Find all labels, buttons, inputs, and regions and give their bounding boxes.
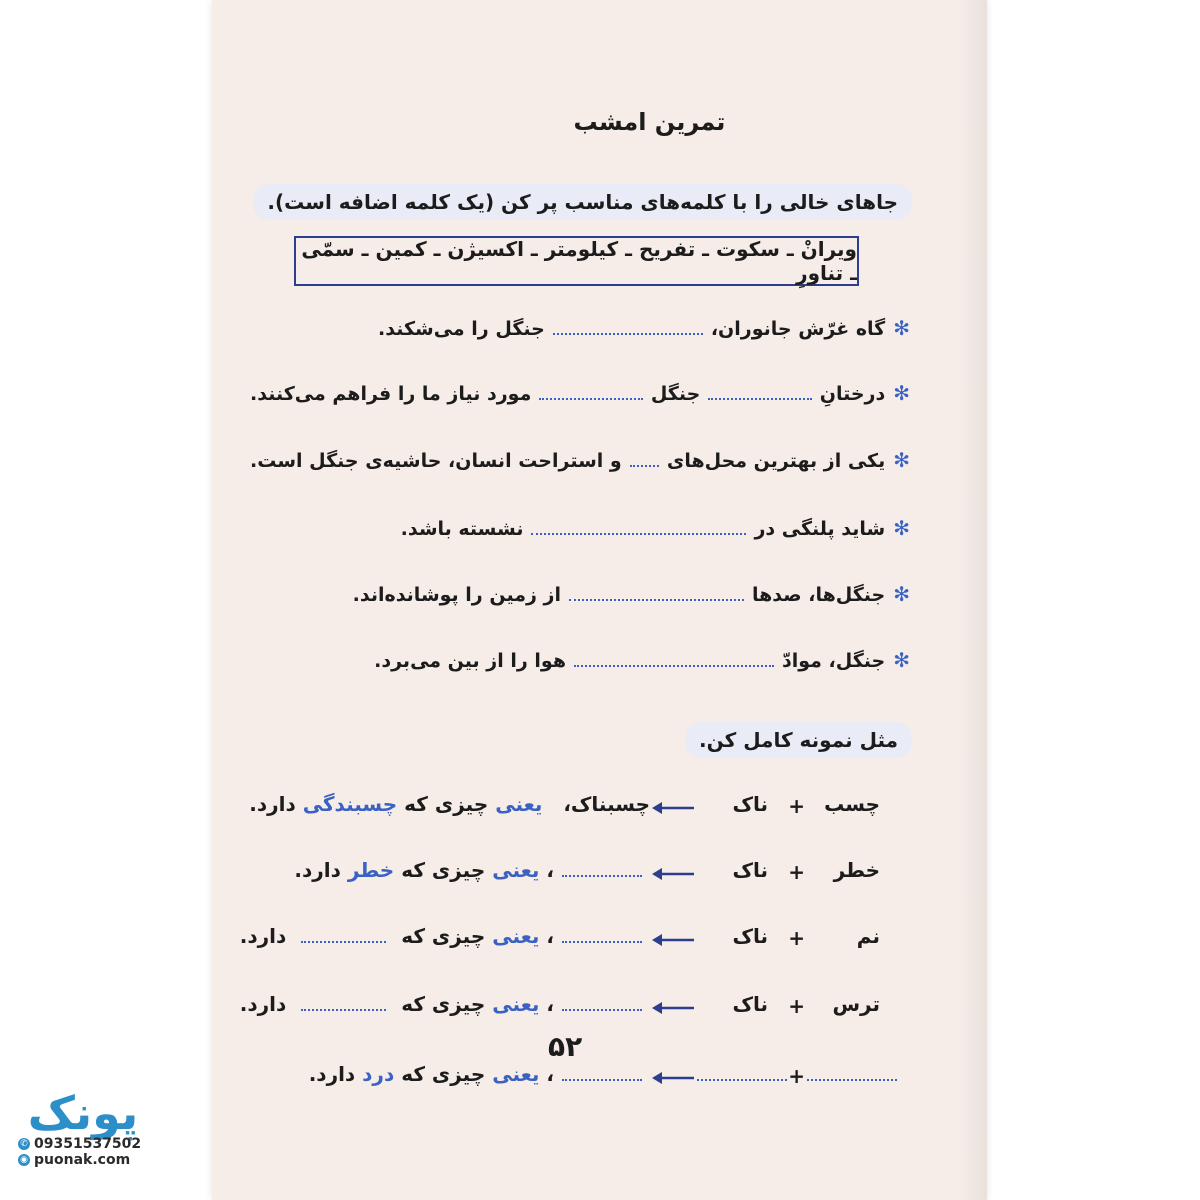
blank-line[interactable] — [697, 1067, 787, 1081]
watermark-logo — [18, 1086, 148, 1168]
blank-line[interactable] — [807, 1067, 897, 1081]
item-text-before: گاه غرّش جانوران، — [710, 318, 886, 340]
meaning-mid: چیزی که — [401, 1062, 486, 1086]
meaning-word: یعنی — [495, 792, 543, 816]
item-text-after: جنگل را می‌شکند. — [378, 318, 545, 340]
globe-icon: ◉ — [18, 1154, 30, 1166]
item-text-before: یکی از بهترین محل‌های — [666, 450, 886, 472]
root-word: نم — [856, 924, 880, 948]
page-title: تمرین امشب — [573, 108, 726, 136]
blank-item-3 — [250, 448, 910, 472]
meaning-mid: چیزی که — [404, 792, 489, 816]
item-text-after: و استراحت انسان، حاشیه‌ی جنگل است. — [250, 450, 622, 472]
root-word: خطر — [833, 858, 880, 882]
watermark-site — [18, 1152, 148, 1168]
instruction-complete-example: مثل نمونه کامل کن. — [685, 722, 912, 758]
blank-line[interactable] — [708, 386, 811, 400]
plus-sign: + — [788, 1064, 805, 1088]
root-word: ترس — [832, 992, 880, 1016]
suffix-word: ناک — [732, 792, 768, 816]
sentence-end: دارد. — [294, 858, 341, 882]
suffix-word: ناک — [732, 992, 768, 1016]
result-blank[interactable] — [562, 929, 642, 943]
meaning-sentence: ، یعنی چیزی که خطر دارد. — [294, 858, 650, 882]
root-word-blank[interactable] — [799, 1062, 905, 1086]
left-arrow-icon — [652, 996, 696, 1020]
site-url: puonak.com — [34, 1152, 131, 1168]
result-blank[interactable] — [562, 997, 642, 1011]
blank-item-6 — [250, 648, 910, 672]
meaning-sentence: ، یعنی چیزی که دارد. — [240, 992, 650, 1016]
left-arrow-icon — [652, 862, 696, 886]
whatsapp-icon: ✆ — [18, 1138, 30, 1150]
item-text-after: از زمین را پوشانده‌اند. — [352, 584, 561, 606]
plus-sign: + — [788, 794, 805, 818]
meaning-mid: چیزی که — [401, 924, 486, 948]
instruction-fill-blanks: جاهای خالی را با کلمه‌های مناسب پر کن (یک کلمه اضافه است). — [253, 184, 912, 220]
meaning-mid: چیزی که — [401, 992, 486, 1016]
meaning-word: یعنی — [492, 924, 540, 948]
page-gutter-shadow — [958, 0, 987, 1200]
page-number: ۵۲ — [548, 1030, 583, 1063]
asterisk-icon: ✻ — [893, 381, 910, 405]
watermark-phone — [18, 1136, 148, 1152]
asterisk-icon: ✻ — [893, 448, 910, 472]
meaning-sentence — [249, 792, 650, 816]
meaning-sentence: ، یعنی چیزی که دارد. — [240, 924, 650, 948]
suffix-word: ناک — [732, 924, 768, 948]
asterisk-icon: ✻ — [893, 516, 910, 540]
meaning-word: یعنی — [492, 992, 540, 1016]
blank-item-5 — [250, 582, 910, 606]
highlight-word: درد — [362, 1062, 395, 1086]
highlight-blank[interactable] — [301, 997, 386, 1011]
word-bank-text: ویرانْ ـ سکوت ـ تفریح ـ کیلومتر ـ اکسیژن ـ کمین ـ سمّی ـ تناورِ — [301, 237, 857, 285]
root-word: چسب — [824, 792, 880, 816]
asterisk-icon: ✻ — [893, 316, 910, 340]
item-text-middle: جنگل — [650, 383, 701, 405]
item-text-before: درختانِ — [819, 383, 886, 405]
phone-number: 09351537502 — [34, 1136, 142, 1152]
highlight-word: خطر — [347, 858, 395, 882]
sentence-end: دارد. — [308, 1062, 356, 1086]
plus-sign: + — [788, 994, 805, 1018]
sentence-end: دارد. — [239, 992, 287, 1016]
meaning-word: یعنی — [492, 1062, 540, 1086]
left-arrow-icon — [652, 796, 696, 820]
brand-logo-text: پونک — [27, 1086, 139, 1140]
item-text-after: مورد نیاز ما را فراهم می‌کنند. — [250, 383, 532, 405]
result-word: چسبناک، — [563, 792, 650, 816]
blank-line[interactable] — [630, 453, 659, 467]
item-text-after: نشسته باشد. — [400, 518, 524, 540]
sentence-end: دارد. — [249, 792, 296, 816]
word-bank-box — [294, 236, 859, 286]
left-arrow-icon — [652, 1066, 696, 1090]
item-text-after: هوا را از بین می‌برد. — [374, 650, 566, 672]
blank-line[interactable] — [539, 386, 642, 400]
item-text-before: شاید پلنگی در — [754, 518, 886, 540]
meaning-mid: چیزی که — [401, 858, 486, 882]
suffix-word-blank[interactable] — [689, 1062, 795, 1086]
blank-line[interactable] — [574, 653, 774, 667]
asterisk-icon: ✻ — [893, 648, 910, 672]
item-text-before: جنگل، موادّ — [782, 650, 886, 672]
blank-line[interactable] — [553, 321, 703, 335]
plus-sign: + — [788, 926, 805, 950]
item-text-before: جنگل‌ها، صدها — [751, 584, 886, 606]
left-arrow-icon — [652, 928, 696, 952]
blank-item-4 — [250, 516, 910, 540]
highlight-word: چسبندگی — [302, 792, 398, 816]
asterisk-icon: ✻ — [893, 582, 910, 606]
result-blank[interactable] — [562, 1067, 642, 1081]
plus-sign: + — [788, 860, 805, 884]
result-blank[interactable] — [562, 863, 642, 877]
blank-item-2 — [250, 381, 910, 405]
meaning-sentence: ، یعنی چیزی که درد دارد. — [309, 1062, 650, 1086]
suffix-word: ناک — [732, 858, 768, 882]
blank-line[interactable] — [531, 521, 746, 535]
blank-item-1 — [250, 316, 910, 340]
highlight-blank[interactable] — [301, 929, 386, 943]
blank-line[interactable] — [569, 587, 744, 601]
meaning-word: یعنی — [492, 858, 540, 882]
sentence-end: دارد. — [239, 924, 287, 948]
